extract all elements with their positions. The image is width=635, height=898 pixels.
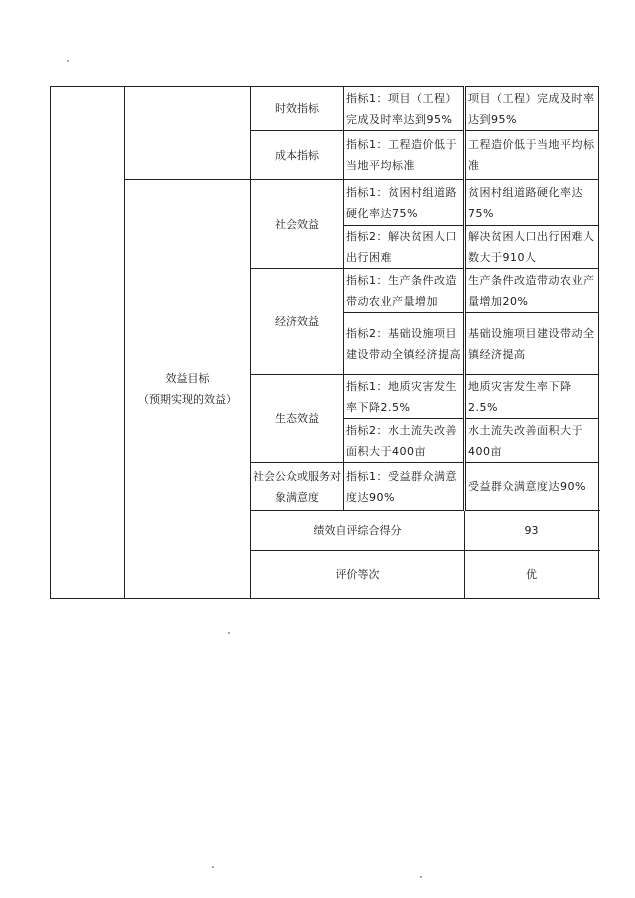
effect-goal-label: 效益目标 bbox=[165, 372, 210, 385]
category-cell: 经济效益 bbox=[251, 269, 344, 375]
value-cell: 项目（工程）完成及时率达到95% bbox=[465, 87, 599, 131]
first-level-indicator-cell bbox=[51, 87, 125, 599]
score-label: 绩效自评综合得分 bbox=[251, 511, 465, 551]
value-cell: 受益群众满意度达90% bbox=[465, 463, 599, 511]
indicator-cell: 指标1：工程造价低于当地平均标准 bbox=[344, 131, 465, 180]
scan-speck bbox=[228, 632, 230, 634]
value-cell: 生产条件改造带动农业产量增加20% bbox=[465, 269, 599, 313]
grade-label: 评价等次 bbox=[251, 551, 465, 599]
table-row bbox=[51, 180, 599, 226]
indicator-cell: 指标2：基础设施项目建设带动全镇经济提高 bbox=[344, 313, 465, 375]
grade-value: 优 bbox=[465, 551, 599, 599]
category-cell: 时效指标 bbox=[251, 87, 344, 131]
scan-speck bbox=[212, 866, 214, 868]
indicator-cell: 指标2：解决贫困人口出行困难 bbox=[344, 226, 465, 269]
effect-goal-sub: （预期实现的效益） bbox=[138, 393, 237, 406]
indicator-cell: 指标1：贫困村组道路硬化率达75% bbox=[344, 180, 465, 226]
effect-goal-cell bbox=[125, 180, 251, 599]
second-level-indicator-cell bbox=[125, 87, 251, 180]
value-cell: 贫困村组道路硬化率达75% bbox=[465, 180, 599, 226]
indicator-cell: 指标2：水土流失改善面积大于400亩 bbox=[344, 419, 465, 463]
indicator-cell: 指标1：地质灾害发生率下降2.5% bbox=[344, 375, 465, 419]
table-row bbox=[51, 87, 599, 131]
scan-speck bbox=[67, 60, 69, 62]
indicator-cell: 指标1：受益群众满意度达90% bbox=[344, 463, 465, 511]
value-cell: 地质灾害发生率下降2.5% bbox=[465, 375, 599, 419]
value-cell: 水土流失改善面积大于400亩 bbox=[465, 419, 599, 463]
category-cell: 社会公众或服务对象满意度 bbox=[251, 463, 344, 511]
indicator-cell: 指标1：生产条件改造带动农业产量增加 bbox=[344, 269, 465, 313]
scan-speck bbox=[420, 876, 422, 878]
category-cell: 生态效益 bbox=[251, 375, 344, 463]
indicator-cell: 指标1：项目（工程）完成及时率达到95% bbox=[344, 87, 465, 131]
value-cell: 工程造价低于当地平均标准 bbox=[465, 131, 599, 180]
category-cell: 成本指标 bbox=[251, 131, 344, 180]
category-cell: 社会效益 bbox=[251, 180, 344, 269]
value-cell: 基础设施项目建设带动全镇经济提高 bbox=[465, 313, 599, 375]
score-value: 93 bbox=[465, 511, 599, 551]
performance-table bbox=[50, 86, 599, 599]
value-cell: 解决贫困人口出行困难人数大于910人 bbox=[465, 226, 599, 269]
